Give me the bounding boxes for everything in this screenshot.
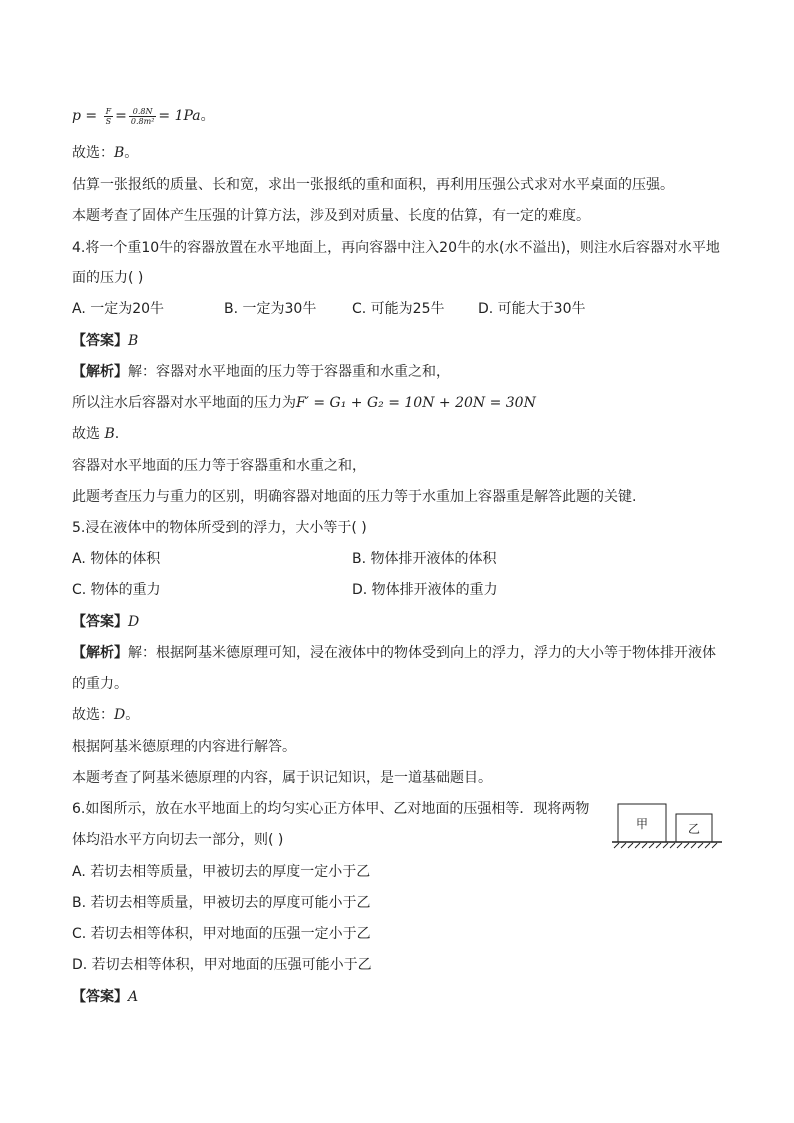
q4-analysis-line1 <box>72 362 450 382</box>
select-answer: D <box>114 707 126 723</box>
formula-equals: = <box>115 108 127 124</box>
q6-answer <box>72 987 138 1007</box>
analysis-text: 解：容器对水平地面的压力等于容器重和水重之和， <box>128 364 450 380</box>
analysis-label: 【解析】 <box>72 364 128 380</box>
q4-extra-line1: 容器对水平地面的压力等于容器重和水重之和， <box>72 458 366 474</box>
analysis-equation: F′ = G₁ + G₂ = 10N + 20N = 30N <box>296 395 536 411</box>
analysis-label: 【解析】 <box>72 645 128 661</box>
q4-select-line <box>72 424 119 444</box>
select-suffix: 。 <box>124 145 139 161</box>
q5-analysis-line1 <box>72 643 716 663</box>
answer-value: B <box>128 333 139 349</box>
comment-line: 本题考查了固体产生压强的计算方法，涉及到对质量、长度的估算，有一定的难度。 <box>72 208 590 224</box>
select-suffix: 。 <box>125 707 140 723</box>
select-prefix: 故选： <box>72 145 114 161</box>
answer-value: D <box>128 614 140 630</box>
answer-label: 【答案】 <box>72 614 128 630</box>
select-answer: B <box>114 145 125 161</box>
label-jia: 甲 <box>635 817 649 831</box>
fraction-values <box>129 107 157 126</box>
formula-lhs: p = <box>72 108 102 124</box>
q6-option-c: C. 若切去相等体积，甲对地面的压强一定小于乙 <box>72 926 371 942</box>
fraction-numerator: 0.8N <box>129 107 157 117</box>
q6-option-b: B. 若切去相等质量，甲被切去的厚度可能小于乙 <box>72 895 371 911</box>
q4-option-b: B. 一定为30牛 <box>224 301 317 317</box>
analysis-text: 所以注水后容器对水平地面的压力为 <box>72 395 296 411</box>
select-answer: B <box>104 426 115 442</box>
q5-option-a: A. 物体的体积 <box>72 551 161 567</box>
q4-extra-line2: 此题考查压力与重力的区别，明确容器对地面的压力等于水重加上容器重是解答此题的关键. <box>72 489 637 505</box>
select-suffix: . <box>114 426 120 442</box>
cubes-figure <box>612 800 724 852</box>
ground-hatch <box>614 843 717 848</box>
q5-extra-line2: 本题考查了阿基米德原理的内容，属于识记知识，是一道基础题目。 <box>72 770 492 786</box>
select-prefix: 故选： <box>72 707 114 723</box>
analysis-line: 估算一张报纸的质量、长和宽，求出一张报纸的重和面积，再利用压强公式求对水平桌面的压强。 <box>72 177 674 193</box>
q6-stem-line1: 6.如图所示，放在水平地面上的均匀实心正方体甲、乙对地面的压强相等．现将两物 <box>72 801 590 817</box>
q5-option-b: B. 物体排开液体的体积 <box>352 551 497 567</box>
q4-stem-line2: 面的压力( ) <box>72 270 144 286</box>
answer-label: 【答案】 <box>72 333 128 349</box>
q5-select-line <box>72 705 139 725</box>
q4-option-c: C. 可能为25牛 <box>352 301 445 317</box>
answer-value: A <box>128 989 139 1005</box>
select-prefix: 故选 <box>72 426 105 442</box>
q4-stem-line1: 4.将一个重10牛的容器放置在水平地面上，再向容器中注入20牛的水(水不溢出)，则注水后容器对水平地 <box>72 240 720 256</box>
fraction-f-over-s <box>104 107 114 126</box>
fraction-numerator: F <box>105 106 112 116</box>
q4-option-a: A. 一定为20牛 <box>72 301 165 317</box>
label-yi: 乙 <box>687 822 701 836</box>
formula-end: 。 <box>200 108 215 124</box>
q6-option-d: D. 若切去相等体积，甲对地面的压强可能小于乙 <box>72 957 372 973</box>
q5-answer <box>72 612 139 632</box>
fraction-denominator: S <box>105 116 112 126</box>
q4-option-d: D. 可能大于30牛 <box>478 301 586 317</box>
q6-stem-line2: 体均沿水平方向切去一部分，则( ) <box>72 832 284 848</box>
q5-analysis-line2: 的重力。 <box>72 676 128 692</box>
formula-result: = 1Pa <box>158 108 201 124</box>
q5-extra-line1: 根据阿基米德原理的内容进行解答。 <box>72 739 296 755</box>
select-line-q3 <box>72 143 138 163</box>
q6-option-a: A. 若切去相等质量，甲被切去的厚度一定小于乙 <box>72 864 371 880</box>
pressure-formula <box>72 106 215 126</box>
analysis-text: 解：根据阿基米德原理可知，浸在液体中的物体受到向上的浮力，浮力的大小等于物体排开液体 <box>128 645 716 661</box>
q4-analysis-line2 <box>72 393 536 413</box>
q5-option-d: D. 物体排开液体的重力 <box>352 582 498 598</box>
q5-stem: 5.浸在液体中的物体所受到的浮力，大小等于( ) <box>72 520 367 536</box>
fraction-denominator: 0.8m² <box>130 116 155 126</box>
answer-label: 【答案】 <box>72 989 128 1005</box>
q4-answer <box>72 331 138 351</box>
q5-option-c: C. 物体的重力 <box>72 582 161 598</box>
